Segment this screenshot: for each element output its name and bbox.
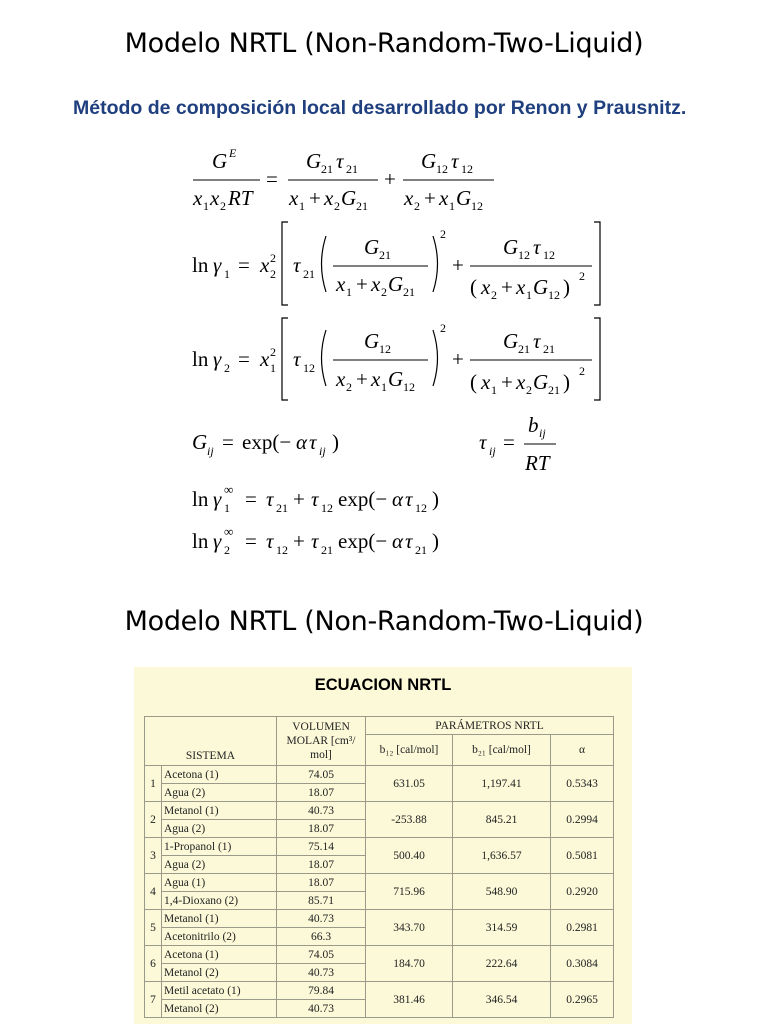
alpha-value: 0.2965 [551, 982, 614, 1018]
svg-text:21: 21 [321, 162, 333, 176]
svg-text:1: 1 [491, 383, 497, 397]
svg-text:x: x [481, 275, 491, 299]
molar-volume-1: 74.05 [277, 946, 366, 964]
svg-text:21: 21 [518, 342, 530, 356]
svg-text:(: ( [470, 275, 477, 299]
slide-title: Modelo NRTL (Non-Random-Two-Liquid) [124, 28, 644, 59]
svg-text:2: 2 [224, 361, 230, 375]
b21-value: 346.54 [453, 982, 551, 1018]
b21-value: 222.64 [453, 946, 551, 982]
b12-value: 343.70 [366, 910, 453, 946]
svg-text:=: = [245, 487, 257, 511]
b21-value: 1,636.57 [453, 838, 551, 874]
svg-text:2: 2 [270, 267, 276, 281]
svg-text:τ: τ [266, 487, 274, 511]
component-1: Metanol (1) [162, 910, 277, 928]
svg-text:12: 12 [548, 288, 560, 302]
component-2: Agua (2) [162, 856, 277, 874]
svg-text:α: α [296, 430, 308, 454]
svg-text:+: + [356, 367, 368, 391]
system-number: 5 [145, 910, 162, 946]
b21-value: 845.21 [453, 802, 551, 838]
component-2: Agua (2) [162, 784, 277, 802]
svg-text:exp(−: exp(− [242, 430, 292, 454]
svg-text:G: G [192, 430, 208, 454]
table-row [145, 874, 614, 892]
svg-text:G: G [456, 186, 472, 210]
alpha-value: 0.5081 [551, 838, 614, 874]
table-row [145, 838, 614, 856]
b21-value: 548.90 [453, 874, 551, 910]
svg-text:x: x [336, 367, 346, 391]
component-2: Agua (2) [162, 820, 277, 838]
svg-text:=: = [238, 253, 250, 277]
svg-text:1: 1 [203, 199, 209, 213]
svg-text:G: G [364, 329, 380, 353]
component-1: Metanol (1) [162, 802, 277, 820]
svg-text:=: = [238, 347, 250, 371]
svg-text:12: 12 [461, 162, 473, 176]
svg-text:α: α [392, 487, 404, 511]
table-row [145, 910, 614, 928]
svg-text:G: G [388, 272, 404, 296]
svg-text:x: x [260, 253, 270, 277]
svg-text:+: + [293, 529, 305, 553]
svg-text:G: G [364, 235, 380, 259]
header-volumen: VOLUMEN MOLAR [cm³/ mol] [277, 717, 366, 766]
svg-text:): ) [563, 275, 570, 299]
svg-text:1: 1 [449, 199, 455, 213]
svg-text:21: 21 [379, 248, 391, 262]
svg-text:τ: τ [336, 149, 344, 173]
svg-text:exp(−: exp(− [338, 529, 388, 553]
svg-text:+: + [501, 370, 513, 394]
svg-text:+: + [452, 253, 464, 277]
molar-volume-2: 18.07 [277, 820, 366, 838]
header-b21: b₂₁ [cal/mol] [453, 735, 551, 766]
svg-text:(: ( [470, 370, 477, 394]
header-sistema: SISTEMA [145, 717, 277, 766]
svg-text:b: b [528, 413, 539, 437]
svg-text:ln: ln [192, 529, 209, 553]
svg-text:1: 1 [346, 285, 352, 299]
molar-volume-2: 40.73 [277, 964, 366, 982]
header-alpha: α [551, 735, 614, 766]
svg-text:x: x [210, 186, 220, 210]
table-row [145, 946, 614, 964]
molar-volume-1: 74.05 [277, 766, 366, 784]
svg-text:∞: ∞ [224, 524, 234, 539]
table-title: ECUACION NRTL [314, 676, 452, 694]
equation-ln-gamma2 [192, 318, 600, 400]
b12-value: 715.96 [366, 874, 453, 910]
svg-text:2: 2 [270, 345, 276, 359]
component-2: 1,4-Dioxano (2) [162, 892, 277, 910]
svg-text:x: x [324, 186, 334, 210]
alpha-value: 0.2994 [551, 802, 614, 838]
svg-text:γ: γ [213, 253, 222, 277]
alpha-value: 0.5343 [551, 766, 614, 802]
svg-text:): ) [432, 487, 439, 511]
svg-text:γ: γ [213, 487, 222, 511]
svg-text:2: 2 [440, 321, 446, 335]
svg-text:2: 2 [270, 251, 276, 265]
svg-text:): ) [332, 430, 339, 454]
svg-text:α: α [392, 529, 404, 553]
nrtl-table-panel [134, 667, 632, 1024]
equation-ln-gamma2-inf [192, 524, 439, 557]
svg-text:x: x [404, 186, 414, 210]
svg-text:21: 21 [403, 285, 415, 299]
svg-text:x: x [371, 367, 381, 391]
svg-text:G: G [212, 149, 228, 173]
svg-text:τ: τ [479, 430, 487, 454]
svg-text:τ: τ [311, 529, 319, 553]
system-number: 2 [145, 802, 162, 838]
molar-volume-2: 18.07 [277, 856, 366, 874]
system-number: 3 [145, 838, 162, 874]
svg-text:ln: ln [192, 253, 209, 277]
svg-text:G: G [533, 370, 549, 394]
b12-value: -253.88 [366, 802, 453, 838]
svg-text:τ: τ [405, 487, 413, 511]
svg-text:21: 21 [346, 162, 358, 176]
svg-text:∞: ∞ [224, 482, 234, 497]
svg-text:12: 12 [321, 501, 333, 515]
svg-text:τ: τ [266, 529, 274, 553]
svg-text:ij: ij [489, 444, 496, 458]
slide-subtitle: Método de composición local desarrollado por Renon y Prausnitz. [73, 97, 687, 119]
table-row [145, 766, 614, 784]
svg-text:RT: RT [525, 451, 550, 475]
svg-text:21: 21 [548, 383, 560, 397]
svg-text:2: 2 [579, 364, 585, 378]
svg-text:RT: RT [228, 186, 253, 210]
svg-text:τ: τ [405, 529, 413, 553]
svg-text:=: = [245, 529, 257, 553]
svg-text:2: 2 [440, 227, 446, 241]
system-number: 7 [145, 982, 162, 1018]
svg-text:21: 21 [356, 199, 368, 213]
svg-text:τ: τ [533, 235, 541, 259]
svg-text:12: 12 [415, 501, 427, 515]
svg-text:1: 1 [381, 380, 387, 394]
svg-text:E: E [229, 146, 237, 160]
svg-text:τ: τ [311, 487, 319, 511]
svg-text:1: 1 [224, 501, 230, 515]
svg-text:+: + [424, 186, 436, 210]
svg-text:12: 12 [303, 361, 315, 375]
svg-text:2: 2 [224, 543, 230, 557]
component-1: Metil acetato (1) [162, 982, 277, 1000]
svg-text:2: 2 [381, 285, 387, 299]
equation-gij-tauij [192, 413, 556, 475]
svg-text:2: 2 [414, 199, 420, 213]
svg-text:G: G [421, 149, 437, 173]
svg-text:12: 12 [543, 248, 555, 262]
system-number: 4 [145, 874, 162, 910]
svg-text:+: + [501, 275, 513, 299]
svg-text:12: 12 [379, 342, 391, 356]
b12-value: 500.40 [366, 838, 453, 874]
svg-text:21: 21 [276, 501, 288, 515]
svg-text:τ: τ [309, 430, 317, 454]
svg-text:+: + [356, 272, 368, 296]
component-1: 1-Propanol (1) [162, 838, 277, 856]
svg-text:1: 1 [270, 361, 276, 375]
header-parametros: PARÁMETROS NRTL [366, 717, 614, 735]
system-number: 1 [145, 766, 162, 802]
svg-text:ij: ij [319, 444, 326, 458]
svg-text:): ) [432, 529, 439, 553]
molar-volume-2: 66.3 [277, 928, 366, 946]
alpha-value: 0.2920 [551, 874, 614, 910]
molar-volume-1: 40.73 [277, 802, 366, 820]
b12-value: 184.70 [366, 946, 453, 982]
svg-text:τ: τ [451, 149, 459, 173]
table-row [145, 982, 614, 1000]
svg-text:): ) [563, 370, 570, 394]
svg-text:12: 12 [276, 543, 288, 557]
svg-text:2: 2 [346, 380, 352, 394]
equation-excess-gibbs [192, 146, 494, 213]
table-row [145, 802, 614, 820]
alpha-value: 0.3084 [551, 946, 614, 982]
svg-text:G: G [306, 149, 322, 173]
svg-text:+: + [452, 347, 464, 371]
svg-text:τ: τ [293, 347, 301, 371]
svg-text:x: x [371, 272, 381, 296]
molar-volume-2: 40.73 [277, 1000, 366, 1018]
molar-volume-1: 75.14 [277, 838, 366, 856]
svg-text:21: 21 [543, 342, 555, 356]
svg-text:+: + [309, 186, 321, 210]
svg-text:x: x [516, 370, 526, 394]
svg-text:1: 1 [526, 288, 532, 302]
system-number: 6 [145, 946, 162, 982]
svg-text:x: x [516, 275, 526, 299]
svg-text:12: 12 [518, 248, 530, 262]
equation-ln-gamma1 [192, 222, 600, 305]
svg-text:12: 12 [436, 162, 448, 176]
component-2: Acetonitrilo (2) [162, 928, 277, 946]
nrtl-parameters-table [144, 716, 614, 1018]
svg-text:12: 12 [471, 199, 483, 213]
molar-volume-2: 18.07 [277, 784, 366, 802]
header-b12: b₁₂ [cal/mol] [366, 735, 453, 766]
svg-text:21: 21 [415, 543, 427, 557]
svg-text:2: 2 [526, 383, 532, 397]
component-2: Metanol (2) [162, 1000, 277, 1018]
svg-text:exp(−: exp(− [338, 487, 388, 511]
svg-text:2: 2 [334, 199, 340, 213]
svg-text:ln: ln [192, 487, 209, 511]
svg-text:G: G [388, 367, 404, 391]
svg-text:21: 21 [321, 543, 333, 557]
svg-text:x: x [289, 186, 299, 210]
b12-value: 381.46 [366, 982, 453, 1018]
slide-title-2: Modelo NRTL (Non-Random-Two-Liquid) [124, 606, 644, 637]
svg-text:ij: ij [207, 444, 214, 458]
component-1: Agua (1) [162, 874, 277, 892]
b12-value: 631.05 [366, 766, 453, 802]
svg-text:G: G [503, 235, 519, 259]
molar-volume-1: 40.73 [277, 910, 366, 928]
svg-text:21: 21 [303, 267, 315, 281]
svg-text:x: x [336, 272, 346, 296]
component-1: Acetona (1) [162, 946, 277, 964]
b21-value: 1,197.41 [453, 766, 551, 802]
svg-text:x: x [193, 186, 203, 210]
svg-text:2: 2 [491, 288, 497, 302]
svg-text:=: = [503, 430, 515, 454]
molar-volume-1: 79.84 [277, 982, 366, 1000]
svg-text:2: 2 [220, 199, 226, 213]
molar-volume-2: 85.71 [277, 892, 366, 910]
svg-text:+: + [384, 167, 396, 191]
svg-text:=: = [222, 430, 234, 454]
svg-text:x: x [260, 347, 270, 371]
svg-text:γ: γ [213, 529, 222, 553]
svg-text:τ: τ [293, 253, 301, 277]
svg-text:1: 1 [299, 199, 305, 213]
svg-text:ij: ij [539, 426, 546, 440]
svg-text:1: 1 [224, 267, 230, 281]
svg-text:G: G [503, 329, 519, 353]
equation-ln-gamma1-inf [192, 482, 439, 515]
svg-text:x: x [481, 370, 491, 394]
svg-text:12: 12 [403, 380, 415, 394]
component-2: Metanol (2) [162, 964, 277, 982]
svg-text:ln: ln [192, 347, 209, 371]
svg-text:=: = [266, 167, 278, 191]
svg-text:G: G [533, 275, 549, 299]
b21-value: 314.59 [453, 910, 551, 946]
svg-text:+: + [293, 487, 305, 511]
svg-text:τ: τ [533, 329, 541, 353]
component-1: Acetona (1) [162, 766, 277, 784]
molar-volume-1: 18.07 [277, 874, 366, 892]
alpha-value: 0.2981 [551, 910, 614, 946]
svg-text:2: 2 [579, 269, 585, 283]
svg-text:G: G [341, 186, 357, 210]
svg-text:x: x [439, 186, 449, 210]
svg-text:γ: γ [213, 347, 222, 371]
